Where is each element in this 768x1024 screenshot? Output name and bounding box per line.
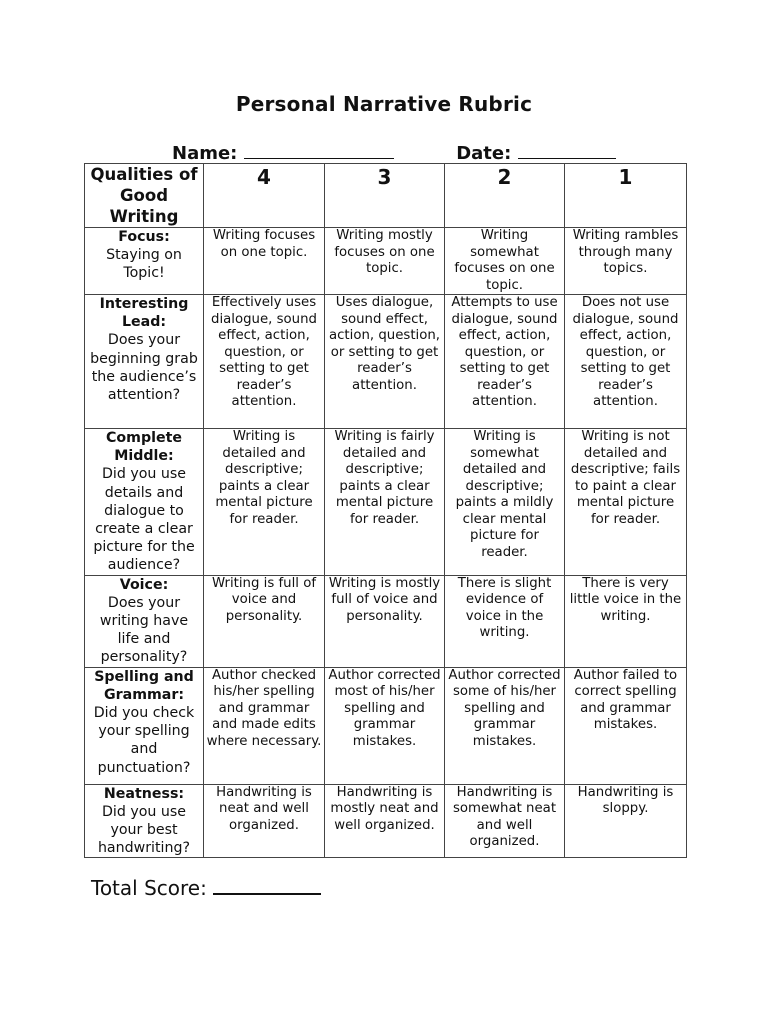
name-date-row <box>172 140 616 164</box>
criterion-title: Complete Middle: <box>106 430 182 465</box>
total-score-blank-line <box>213 875 321 895</box>
criterion-question: Did you use details and dialogue to create a clear picture for the audience? <box>93 466 195 574</box>
rubric-row-spelling-grammar <box>85 667 687 784</box>
criterion-title: Interesting Lead: <box>99 296 189 331</box>
total-score-label: Total Score: <box>91 876 207 900</box>
criterion-cell <box>85 667 204 784</box>
criterion-title: Focus: <box>118 229 170 245</box>
name-label: Name: <box>172 143 238 164</box>
criterion-cell <box>85 228 204 295</box>
criterion-title: Voice: <box>119 576 169 593</box>
descriptor-cell-1: Does not use dialogue, sound effect, action, question, or setting to get reader’s attention. <box>565 295 687 429</box>
rubric-row-neatness <box>85 784 687 858</box>
descriptor-cell-3: Writing mostly focuses on one topic. <box>325 228 445 295</box>
descriptor-cell-2: Handwriting is somewhat neat and well organized. <box>445 784 565 858</box>
descriptor-cell-4: Writing is full of voice and personality. <box>204 575 325 667</box>
total-score-row <box>91 875 321 900</box>
descriptor-cell-1: Writing rambles through many topics. <box>565 228 687 295</box>
descriptor-cell-2: There is slight evidence of voice in the writing. <box>445 575 565 667</box>
name-blank-line <box>244 140 394 159</box>
descriptor-cell-4: Handwriting is neat and well organized. <box>204 784 325 858</box>
descriptor-cell-2: Author corrected some of his/her spelling and grammar mistakes. <box>445 667 565 784</box>
descriptor-cell-3: Writing is fairly detailed and descriptive; paints a clear mental picture for reader. <box>325 429 445 576</box>
criterion-question: Does your beginning grab the audience’s attention? <box>90 332 198 404</box>
descriptor-cell-1: Writing is not detailed and descriptive; fails to paint a clear mental picture for reader. <box>565 429 687 576</box>
descriptor-cell-4: Writing is detailed and descriptive; paints a clear mental picture for reader. <box>204 429 325 576</box>
descriptor-cell-4: Author checked his/her spelling and grammar and made edits where necessary. <box>204 667 325 784</box>
criterion-cell <box>85 429 204 576</box>
criterion-title: Neatness: <box>103 785 185 802</box>
date-blank-line <box>518 140 616 159</box>
rubric-table <box>84 163 687 858</box>
score-header-1: 1 <box>565 164 687 228</box>
criterion-cell <box>85 575 204 667</box>
criterion-cell <box>85 784 204 858</box>
criterion-cell <box>85 295 204 429</box>
qualities-header: Qualities of Good Writing <box>85 164 204 228</box>
criterion-question: Staying on Topic! <box>106 247 182 282</box>
criterion-title: Spelling and Grammar: <box>94 668 194 703</box>
criterion-question: Did you use your best handwriting? <box>97 803 191 857</box>
descriptor-cell-2: Writing somewhat focuses on one topic. <box>445 228 565 295</box>
score-header-4: 4 <box>204 164 325 228</box>
descriptor-cell-3: Handwriting is mostly neat and well organized. <box>325 784 445 858</box>
descriptor-cell-3: Author corrected most of his/her spelling and grammar mistakes. <box>325 667 445 784</box>
rubric-row-complete-middle <box>85 429 687 576</box>
descriptor-cell-2: Attempts to use dialogue, sound effect, action, question, or setting to get reader’s attention. <box>445 295 565 429</box>
descriptor-cell-1: There is very little voice in the writing. <box>565 575 687 667</box>
descriptor-cell-2: Writing is somewhat detailed and descriptive; paints a mildly clear mental picture for reader. <box>445 429 565 576</box>
descriptor-cell-3: Uses dialogue, sound effect, action, question, or setting to get reader’s attention. <box>325 295 445 429</box>
descriptor-cell-4: Effectively uses dialogue, sound effect, action, question, or setting to get reader’s attention. <box>204 295 325 429</box>
rubric-row-voice <box>85 575 687 667</box>
descriptor-cell-4: Writing focuses on one topic. <box>204 228 325 295</box>
descriptor-cell-1: Handwriting is sloppy. <box>565 784 687 858</box>
date-label: Date: <box>456 143 512 164</box>
score-header-2: 2 <box>445 164 565 228</box>
criterion-question: Did you check your spelling and punctuation? <box>93 705 195 776</box>
criterion-question: Does your writing have life and personality? <box>99 594 189 666</box>
rubric-row-focus <box>85 228 687 295</box>
score-header-3: 3 <box>325 164 445 228</box>
descriptor-cell-3: Writing is mostly full of voice and personality. <box>325 575 445 667</box>
descriptor-cell-1: Author failed to correct spelling and grammar mistakes. <box>565 667 687 784</box>
page-title: Personal Narrative Rubric <box>235 92 533 116</box>
rubric-header-row <box>85 164 687 228</box>
rubric-row-interesting-lead <box>85 295 687 429</box>
